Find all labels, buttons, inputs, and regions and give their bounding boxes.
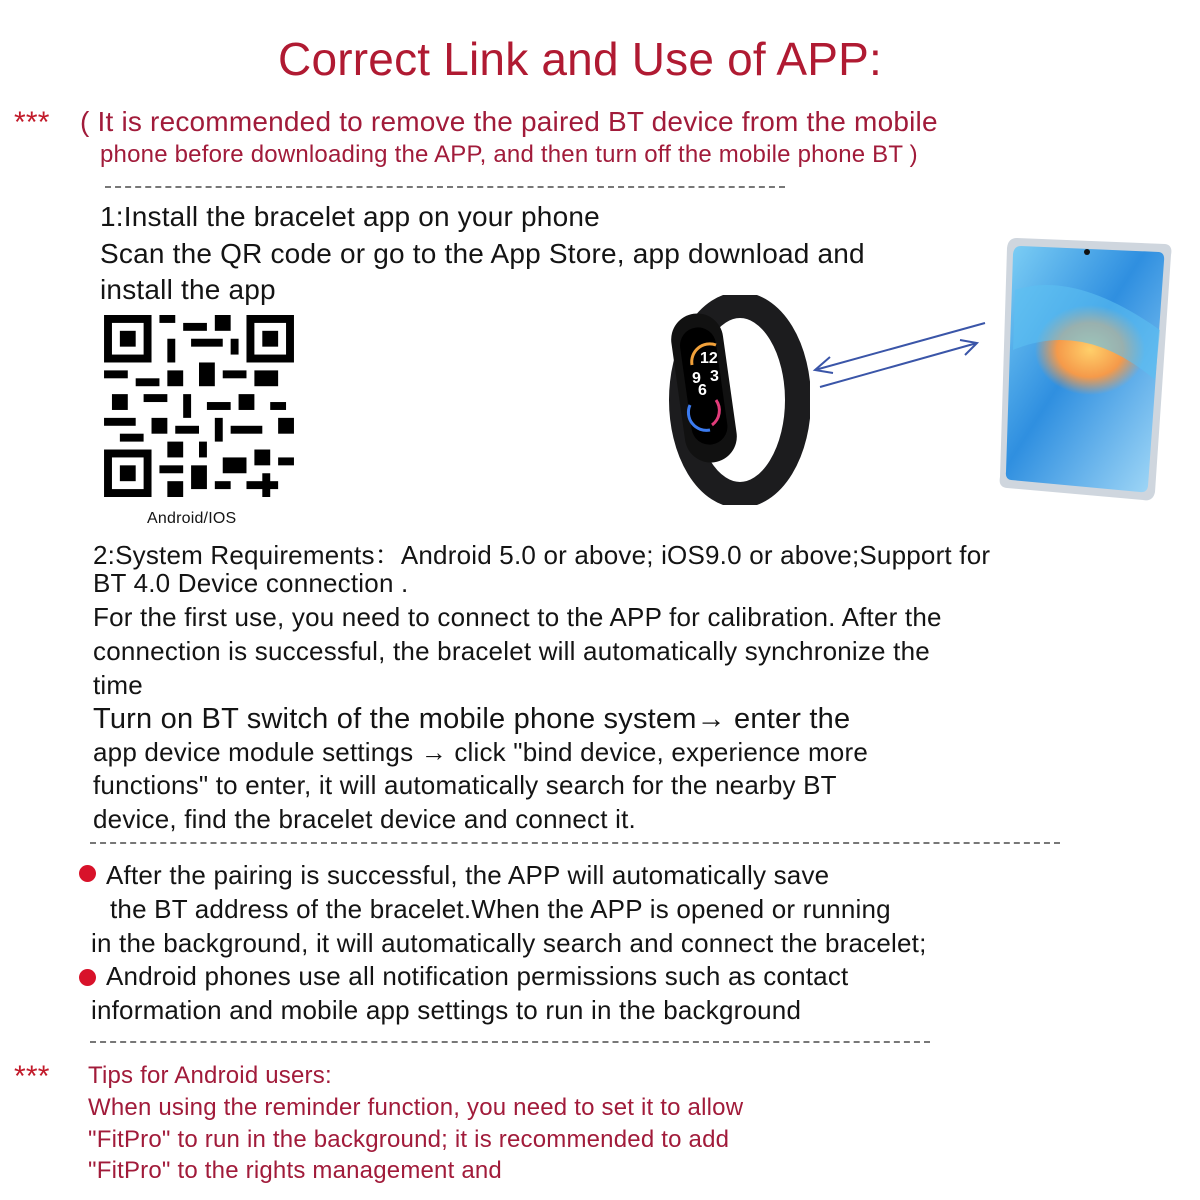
bullet2-line-2: information and mobile app settings to run in the background <box>91 995 802 1025</box>
step2-line-6: Turn on BT switch of the mobile phone system→ enter the <box>93 703 851 735</box>
watch-face-3: 3 <box>710 368 719 385</box>
step1-line-3: install the app <box>100 274 276 305</box>
notice-stars: *** <box>14 106 50 139</box>
qr-caption: Android/IOS <box>147 510 237 527</box>
divider <box>105 186 785 188</box>
bullet-icon <box>79 969 96 986</box>
step2-line-7: app device module settings → click "bind device, experience more <box>93 737 868 767</box>
divider <box>90 842 1060 844</box>
bullet2-line-1: Android phones use all notification permissions such as contact <box>106 961 849 991</box>
bullet1-line-1: After the pairing is successful, the APP will automatically save <box>106 860 830 890</box>
step2-line-3: For the first use, you need to connect to the APP for calibration. After the <box>93 602 942 632</box>
step2-line-4: connection is successful, the bracelet will automatically synchronize the <box>93 636 930 666</box>
divider <box>90 1041 930 1043</box>
step1-heading: 1:Install the bracelet app on your phone <box>100 201 600 232</box>
qr-code[interactable] <box>103 315 295 497</box>
page-title: Correct Link and Use of APP: <box>278 33 882 85</box>
bullet1-line-3: in the background, it will automatically search and connect the bracelet; <box>91 928 927 958</box>
bracelet-image <box>660 295 810 505</box>
tips-line-2: "FitPro" to run in the background; it is recommended to add <box>88 1126 730 1153</box>
bullet1-line-2: the BT address of the bracelet.When the APP is opened or running <box>110 894 891 924</box>
notice-line-2: phone before downloading the APP, and then turn off the mobile phone BT ) <box>100 141 918 168</box>
tips-stars: *** <box>14 1060 50 1093</box>
step2-line-5: time <box>93 670 143 700</box>
notice-line-1: ( It is recommended to remove the paired BT device from the mobile <box>80 106 938 137</box>
watch-face-6: 6 <box>698 382 707 399</box>
watch-face-9: 9 <box>692 370 701 387</box>
step2-line-1: 2:System Requirements：Android 5.0 or above; iOS9.0 or above;Support for <box>93 540 991 570</box>
bullet-icon <box>79 865 96 882</box>
tips-line-1: When using the reminder function, you need to set it to allow <box>88 1094 744 1121</box>
tips-heading: Tips for Android users: <box>88 1062 332 1089</box>
phone-image <box>995 230 1175 505</box>
step2-line-9: device, find the bracelet device and connect it. <box>93 804 636 834</box>
step1-line-2: Scan the QR code or go to the App Store, app download and <box>100 238 865 269</box>
sync-arrows-icon <box>805 315 990 395</box>
tips-line-3: "FitPro" to the rights management and <box>88 1157 502 1184</box>
watch-face-12: 12 <box>700 350 718 367</box>
step2-line-2: BT 4.0 Device connection . <box>93 568 409 598</box>
step2-line-8: functions" to enter, it will automatically search for the nearby BT <box>93 770 837 800</box>
